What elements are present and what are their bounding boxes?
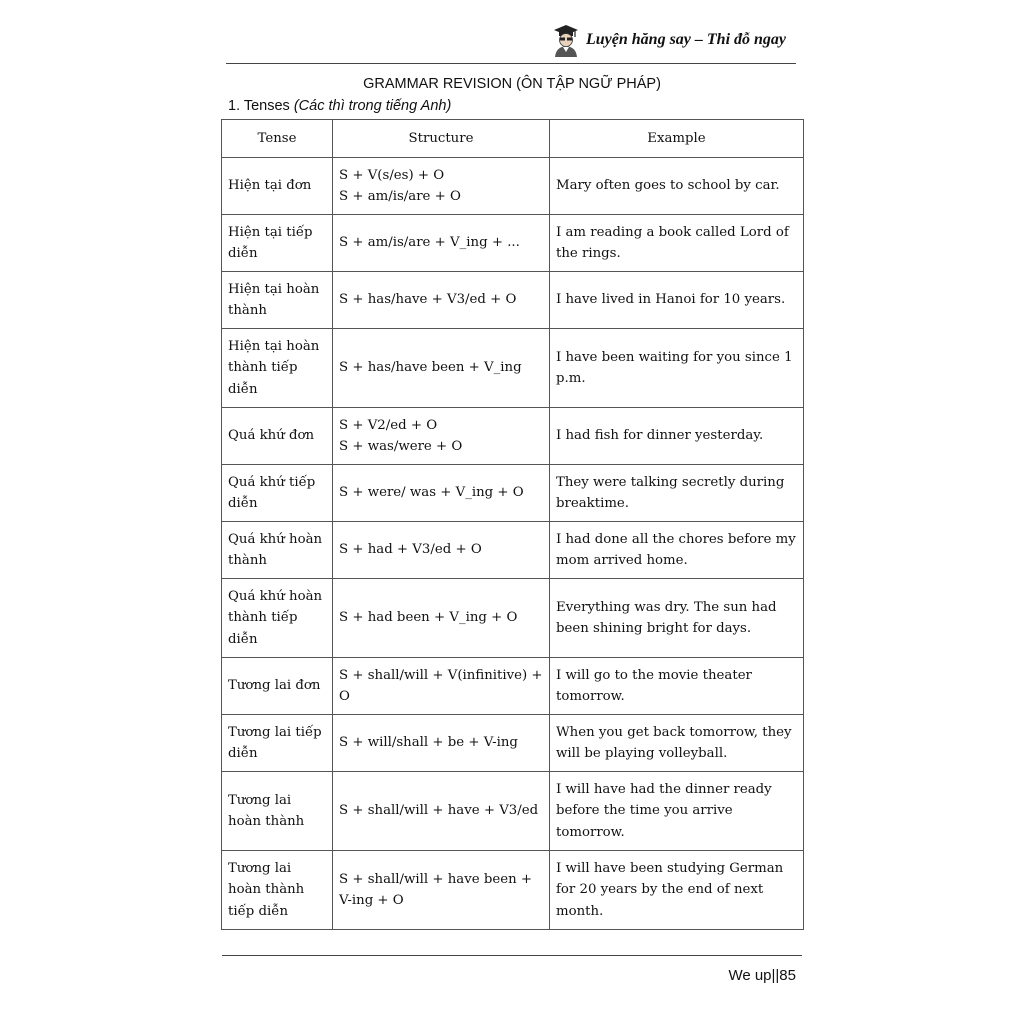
structure-line: S + shall/will + have been + V-ing + O (339, 871, 533, 908)
table-row (222, 715, 804, 772)
table-row (222, 158, 804, 215)
table-header-row (222, 120, 804, 158)
section-heading (228, 98, 451, 114)
tense-cell: Quá khứ đơn (222, 408, 333, 465)
tense-cell: Quá khứ hoàn thành tiếp diễn (222, 579, 333, 658)
tense-cell: Hiện tại hoàn thành (222, 272, 333, 329)
table-row (222, 215, 804, 272)
tense-cell: Quá khứ hoàn thành (222, 522, 333, 579)
table-row (222, 465, 804, 522)
example-cell: Everything was dry. The sun had been shining bright for days. (550, 579, 804, 658)
table-row (222, 329, 804, 408)
page-header (552, 22, 786, 58)
tense-cell: Tương lai hoàn thành tiếp diễn (222, 851, 333, 930)
structure-cell (333, 772, 550, 851)
structure-line: S + were/ was + V_ing + O (339, 485, 524, 501)
structure-cell (333, 522, 550, 579)
structure-cell (333, 465, 550, 522)
structure-line: S + shall/will + have + V3/ed (339, 803, 539, 819)
structure-cell (333, 658, 550, 715)
structure-line: S + am/is/are + V_ing + ... (339, 235, 520, 251)
structure-cell (333, 408, 550, 465)
column-header-tense: Tense (222, 120, 333, 158)
structure-line: S + had + V3/ed + O (339, 542, 482, 558)
example-cell: When you get back tomorrow, they will be playing volleyball. (550, 715, 804, 772)
structure-cell (333, 215, 550, 272)
tense-cell: Tương lai hoàn thành (222, 772, 333, 851)
header-divider (226, 63, 796, 64)
example-cell: I will have been studying German for 20 years by the end of next month. (550, 851, 804, 930)
structure-line: S + V(s/es) + O (339, 167, 445, 183)
table-row (222, 772, 804, 851)
structure-line: S + was/were + O (339, 439, 463, 454)
structure-line: S + will/shall + be + V-ing (339, 735, 518, 751)
tense-cell: Hiện tại tiếp diễn (222, 215, 333, 272)
table-row (222, 658, 804, 715)
structure-line: S + shall/will + V(infinitive) + O (339, 667, 543, 704)
structure-line: S + am/is/are + O (339, 189, 461, 204)
structure-cell (333, 851, 550, 930)
tenses-table (221, 119, 804, 930)
example-cell: I have been waiting for you since 1 p.m. (550, 329, 804, 408)
structure-cell (333, 715, 550, 772)
tense-cell: Hiện tại hoàn thành tiếp diễn (222, 329, 333, 408)
structure-cell (333, 329, 550, 408)
tense-cell: Tương lai đơn (222, 658, 333, 715)
example-cell: They were talking secretly during breaktime. (550, 465, 804, 522)
section-subtitle: (Các thì trong tiếng Anh) (293, 98, 452, 114)
tense-cell: Tương lai tiếp diễn (222, 715, 333, 772)
structure-cell (333, 272, 550, 329)
tense-cell: Quá khứ tiếp diễn (222, 465, 333, 522)
example-cell: I had done all the chores before my mom arrived home. (550, 522, 804, 579)
structure-line: S + has/have + V3/ed + O (339, 292, 517, 308)
table-row (222, 522, 804, 579)
structure-line: S + V2/ed + O (339, 417, 438, 433)
section-number: 1. Tenses (228, 98, 290, 114)
example-cell: I have lived in Hanoi for 10 years. (550, 272, 804, 329)
header-motto: Luyện hăng say – Thi đỗ ngay (586, 31, 787, 48)
structure-cell (333, 579, 550, 658)
example-cell: I had fish for dinner yesterday. (550, 408, 804, 465)
page-number: We up||85 (728, 967, 796, 984)
example-cell: I will have had the dinner ready before the time you arrive tomorrow. (550, 772, 804, 851)
page-title: GRAMMAR REVISION (ÔN TẬP NGỮ PHÁP) (363, 76, 661, 92)
footer-divider (222, 955, 802, 956)
structure-cell (333, 158, 550, 215)
example-cell: I am reading a book called Lord of the rings. (550, 215, 804, 272)
table-row (222, 851, 804, 930)
structure-line: S + has/have been + V_ing (339, 360, 522, 376)
structure-line: S + had been + V_ing + O (339, 610, 518, 626)
tense-cell: Hiện tại đơn (222, 158, 333, 215)
example-cell: I will go to the movie theater tomorrow. (550, 658, 804, 715)
graduate-student-icon (552, 23, 580, 57)
table-row (222, 272, 804, 329)
table-body (222, 158, 804, 930)
column-header-example: Example (550, 120, 804, 158)
table-row (222, 579, 804, 658)
table-row (222, 408, 804, 465)
example-cell: Mary often goes to school by car. (550, 158, 804, 215)
column-header-structure: Structure (333, 120, 550, 158)
